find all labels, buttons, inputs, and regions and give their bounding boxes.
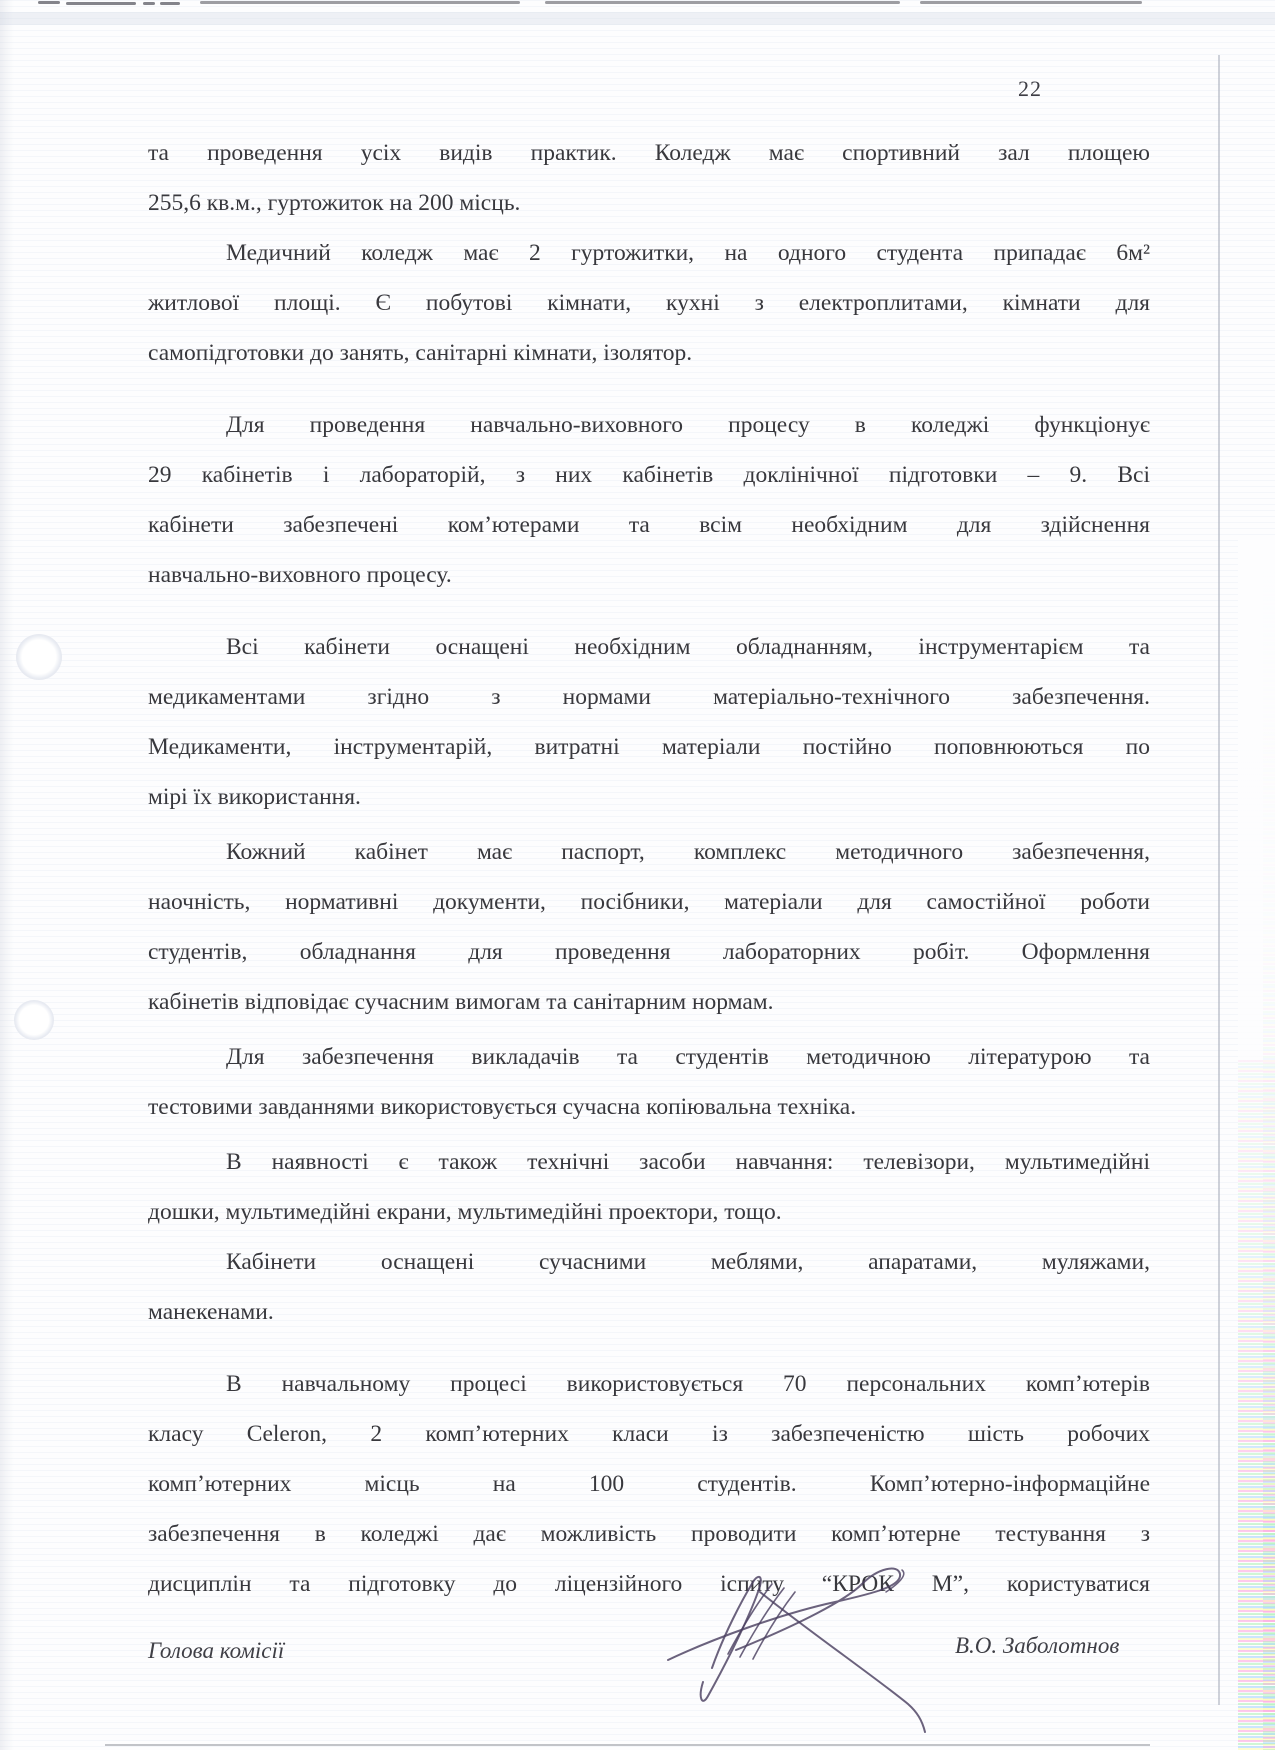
text-line: Всі кабінети оснащені необхідним обладнанням, інструментарієм та <box>226 634 1150 660</box>
paragraph-copying-equipment <box>148 1032 1150 1132</box>
paragraph-classrooms <box>148 400 1150 600</box>
scan-edge-mark <box>920 1 1142 4</box>
text-line: самопідготовки до занять, санітарні кімнати, ізолятор. <box>148 340 693 366</box>
text-line: медикаментами згідно з нормами матеріально-технічного забезпечення. <box>148 684 1150 710</box>
hole-punch <box>14 1000 54 1040</box>
hole-punch <box>16 634 62 680</box>
scan-noise-fade <box>1238 540 1275 1540</box>
text-line: Медичний коледж має 2 гуртожитки, на одного студента припадає 6м² <box>226 240 1150 266</box>
text-line: Кожний кабінет має паспорт, комплекс методичного забезпечення, <box>226 839 1150 865</box>
text-line: студентів, обладнання для проведення лабораторних робіт. Оформлення <box>148 939 1150 965</box>
paragraph-technical-means <box>148 1137 1150 1237</box>
text-line: 255,6 кв.м., гуртожиток на 200 місць. <box>148 190 521 216</box>
scan-edge-mark <box>38 1 60 4</box>
text-line: та проведення усіх видів практик. Коледж має спортивний зал площею <box>148 140 1150 166</box>
commission-head-title: Голова комісії <box>148 1638 285 1663</box>
paragraph-equipment <box>148 622 1150 822</box>
text-line: наочність, нормативні документи, посібники, матеріали для самостійної роботи <box>148 889 1150 915</box>
scan-edge-mark <box>200 1 520 4</box>
document-body <box>148 128 1150 1609</box>
text-line: кабінети забезпечені ком’ютерами та всім необхідним для здійснення <box>148 512 1150 538</box>
signer-name: В.О. Заболотнов <box>955 1633 1120 1658</box>
paragraph-dormitories <box>148 228 1150 378</box>
text-line: мірі їх використання. <box>148 784 361 810</box>
text-line: манекенами. <box>148 1299 274 1325</box>
text-line: кабінетів відповідає сучасним вимогам та санітарним нормам. <box>148 989 774 1015</box>
text-line: Для забезпечення викладачів та студентів методичною літературою та <box>226 1044 1150 1070</box>
text-line: Для проведення навчально-виховного процесу в коледжі функціонує <box>226 412 1150 438</box>
scan-top-band <box>0 12 1275 25</box>
scan-edge-mark <box>545 1 900 4</box>
paragraph-furniture <box>148 1237 1150 1337</box>
page-edge-line <box>1218 55 1220 1705</box>
scan-edge-mark <box>66 2 136 5</box>
text-line: Кабінети оснащені сучасними меблями, апаратами, муляжами, <box>226 1249 1150 1275</box>
text-line: навчально-виховного процесу. <box>148 562 452 588</box>
text-line: В наявності є також технічні засоби навчання: телевізори, мультимедійні <box>226 1149 1150 1175</box>
scan-edge-mark <box>143 2 155 5</box>
text-line: 29 кабінетів і лабораторій, з них кабінетів доклінічної підготовки – 9. Всі <box>148 462 1150 488</box>
handwritten-signature <box>650 1562 950 1747</box>
text-line: дисциплін та підготовку до ліцензійного іспиту “КРОК М”, користуватися <box>148 1571 1150 1597</box>
paragraph-practice-facilities <box>148 128 1150 228</box>
text-line: забезпечення в коледжі дає можливість проводити комп’ютерне тестування з <box>148 1521 1150 1547</box>
paragraph-computers <box>148 1359 1150 1609</box>
text-line: дошки, мультимедійні екрани, мультимедійні проектори, тощо. <box>148 1199 782 1225</box>
text-line: житлової площі. Є побутові кімнати, кухні з електроплитами, кімнати для <box>148 290 1150 316</box>
text-line: Медикаменти, інструментарій, витратні матеріали постійно поповнюються по <box>148 734 1150 760</box>
paragraph-cabinet-passport <box>148 827 1150 1027</box>
text-line: тестовими завданнями використовується сучасна копіювальна техніка. <box>148 1094 857 1120</box>
scan-edge-mark <box>160 2 180 5</box>
text-line: В навчальному процесі використовується 70 персональних комп’ютерів <box>226 1371 1150 1397</box>
text-line: комп’ютерних місць на 100 студентів. Комп’ютерно-інформаційне <box>148 1471 1150 1497</box>
text-line: класу Celeron, 2 комп’ютерних класи із забезпеченістю шість робочих <box>148 1421 1150 1447</box>
page-number: 22 <box>1018 76 1042 101</box>
scan-bottom-line <box>105 1744 1150 1746</box>
